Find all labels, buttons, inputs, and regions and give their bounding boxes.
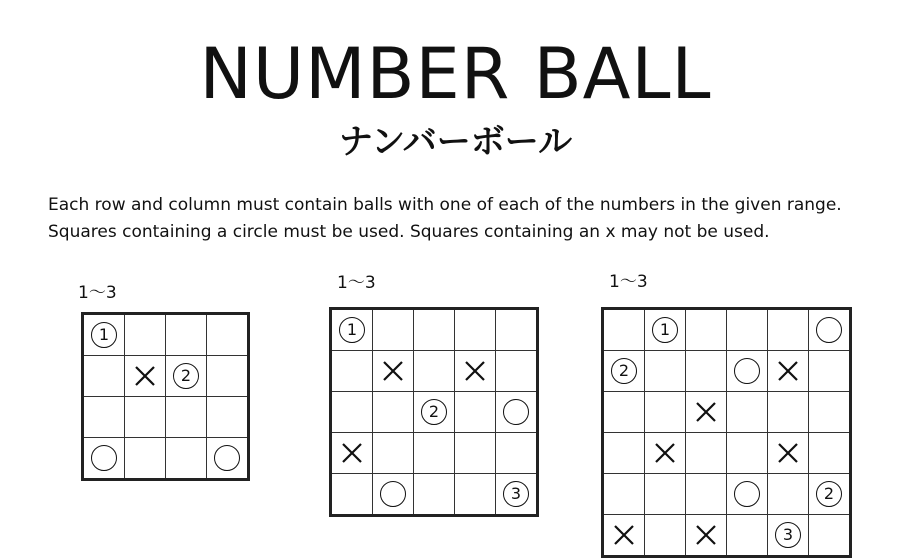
puzzle-cell[interactable]: [373, 351, 414, 392]
puzzle-cell[interactable]: [727, 433, 768, 474]
empty-circle-icon: [734, 481, 760, 507]
puzzle-cell[interactable]: [645, 351, 686, 392]
empty-circle-icon: [734, 358, 760, 384]
puzzle-cell[interactable]: [166, 438, 207, 479]
puzzle-row: [332, 392, 536, 433]
puzzle-cell[interactable]: [686, 515, 727, 556]
puzzle-cell[interactable]: [727, 310, 768, 351]
puzzle-cell[interactable]: [496, 351, 537, 392]
puzzle-table: [84, 315, 247, 478]
puzzle-cell[interactable]: [84, 315, 125, 356]
numbered-circle: 1: [652, 317, 678, 343]
cross-mark-icon: [341, 442, 363, 464]
puzzle-cell[interactable]: [686, 474, 727, 515]
puzzle-cell[interactable]: [207, 397, 248, 438]
numbered-circle: 2: [611, 358, 637, 384]
puzzle-table: [604, 310, 849, 555]
numbered-circle: 2: [421, 399, 447, 425]
puzzle-cell[interactable]: [414, 474, 455, 515]
cross-mark-icon: [777, 360, 799, 382]
puzzle-cell[interactable]: [604, 351, 645, 392]
puzzle-cell[interactable]: [727, 515, 768, 556]
puzzle-cell[interactable]: [604, 474, 645, 515]
puzzle-cell[interactable]: [207, 438, 248, 479]
puzzle-row: [84, 315, 247, 356]
puzzle-cell[interactable]: [414, 310, 455, 351]
puzzle-cell[interactable]: [373, 474, 414, 515]
puzzle-cell[interactable]: [373, 392, 414, 433]
puzzle-cell[interactable]: [166, 397, 207, 438]
puzzle-cell[interactable]: [604, 310, 645, 351]
cross-mark-icon: [464, 360, 486, 382]
cross-mark-icon: [695, 524, 717, 546]
cross-mark-icon: [777, 442, 799, 464]
puzzle-row: [604, 392, 849, 433]
puzzle-cell[interactable]: [496, 433, 537, 474]
puzzle-cell[interactable]: [496, 392, 537, 433]
puzzle-cell[interactable]: [809, 351, 850, 392]
puzzle-cell[interactable]: [686, 310, 727, 351]
cross-mark-icon: [613, 524, 635, 546]
puzzle-cell[interactable]: [768, 392, 809, 433]
puzzle-cell[interactable]: [373, 433, 414, 474]
puzzle-cell[interactable]: [125, 438, 166, 479]
puzzle-cell[interactable]: [727, 474, 768, 515]
puzzle-cell[interactable]: [125, 397, 166, 438]
empty-circle-icon: [91, 445, 117, 471]
puzzle-cell[interactable]: [332, 433, 373, 474]
puzzle-row: [604, 515, 849, 556]
puzzle-cell[interactable]: [645, 515, 686, 556]
puzzle-cell[interactable]: [332, 392, 373, 433]
puzzle-cell[interactable]: [332, 310, 373, 351]
puzzle-cell[interactable]: [332, 474, 373, 515]
puzzle-row: [604, 310, 849, 351]
puzzle-cell[interactable]: [645, 433, 686, 474]
puzzle-table: [332, 310, 536, 514]
puzzle-cell[interactable]: [455, 433, 496, 474]
numbered-circle: 3: [775, 522, 801, 548]
puzzle-cell[interactable]: [768, 351, 809, 392]
empty-circle-icon: [214, 445, 240, 471]
cross-mark-icon: [134, 365, 156, 387]
puzzle-cell[interactable]: [809, 310, 850, 351]
puzzle-cell[interactable]: [686, 392, 727, 433]
puzzle-2-grid: [329, 307, 539, 517]
puzzle-cell[interactable]: [604, 392, 645, 433]
puzzle-3-range-label: 1～3: [609, 272, 648, 292]
puzzle-cell[interactable]: [496, 310, 537, 351]
puzzle-1-grid: [81, 312, 250, 481]
puzzle-3-grid: [601, 307, 852, 558]
cross-mark-icon: [695, 401, 717, 423]
numbered-circle: 3: [503, 481, 529, 507]
puzzle-cell[interactable]: [604, 433, 645, 474]
cross-mark-icon: [382, 360, 404, 382]
puzzle-cell[interactable]: [166, 356, 207, 397]
puzzle-cell[interactable]: [125, 356, 166, 397]
numbered-circle: 2: [173, 363, 199, 389]
puzzle-row: [84, 356, 247, 397]
puzzle-row: [604, 433, 849, 474]
puzzle-cell[interactable]: [332, 351, 373, 392]
puzzle-cell[interactable]: [768, 433, 809, 474]
puzzle-cell[interactable]: [809, 433, 850, 474]
page-title: NUMBER BALL: [199, 33, 712, 115]
puzzle-cell[interactable]: [809, 474, 850, 515]
puzzle-cell[interactable]: [455, 310, 496, 351]
puzzle-cell[interactable]: [84, 438, 125, 479]
puzzle-cell[interactable]: [84, 397, 125, 438]
empty-circle-icon: [380, 481, 406, 507]
puzzle-cell[interactable]: [645, 474, 686, 515]
puzzle-cell[interactable]: [373, 310, 414, 351]
puzzle-row: [332, 433, 536, 474]
cross-mark-icon: [654, 442, 676, 464]
puzzle-cell[interactable]: [768, 474, 809, 515]
puzzle-cell[interactable]: [455, 392, 496, 433]
puzzle-cell[interactable]: [125, 315, 166, 356]
puzzle-cell[interactable]: [645, 392, 686, 433]
puzzle-row: [332, 474, 536, 515]
puzzle-cell[interactable]: [604, 515, 645, 556]
numbered-circle: 2: [816, 481, 842, 507]
puzzle-row: [604, 351, 849, 392]
puzzle-cell[interactable]: [727, 351, 768, 392]
puzzle-cell[interactable]: [414, 351, 455, 392]
puzzle-cell[interactable]: [768, 310, 809, 351]
puzzle-cell[interactable]: [166, 315, 207, 356]
puzzle-cell[interactable]: [645, 310, 686, 351]
puzzle-cell[interactable]: [455, 351, 496, 392]
puzzle-cell[interactable]: [455, 474, 496, 515]
empty-circle-icon: [816, 317, 842, 343]
puzzle-row: [332, 310, 536, 351]
puzzle-cell[interactable]: [496, 474, 537, 515]
puzzle-cell[interactable]: [809, 515, 850, 556]
numbered-circle: 1: [91, 322, 117, 348]
puzzle-2-range-label: 1～3: [337, 273, 376, 293]
puzzle-cell[interactable]: [207, 356, 248, 397]
empty-circle-icon: [503, 399, 529, 425]
puzzle-cell[interactable]: [727, 392, 768, 433]
puzzle-cell[interactable]: [414, 433, 455, 474]
instructions-text: Each row and column must contain balls with one of each of the numbers in the given range. Squares containing a circle must be used. Squares containing an x may not be used.: [48, 195, 842, 242]
puzzle-row: [604, 474, 849, 515]
puzzle-row: [332, 351, 536, 392]
puzzle-row: [84, 397, 247, 438]
puzzle-cell[interactable]: [809, 392, 850, 433]
page-subtitle: ナンバーボール: [338, 122, 573, 162]
puzzle-cell[interactable]: [686, 351, 727, 392]
puzzle-cell[interactable]: [84, 356, 125, 397]
puzzle-row: [84, 438, 247, 479]
puzzle-cell[interactable]: [414, 392, 455, 433]
puzzle-cell[interactable]: [207, 315, 248, 356]
puzzle-cell[interactable]: [686, 433, 727, 474]
numbered-circle: 1: [339, 317, 365, 343]
puzzle-1-range-label: 1～3: [78, 283, 117, 303]
puzzle-cell[interactable]: [768, 515, 809, 556]
